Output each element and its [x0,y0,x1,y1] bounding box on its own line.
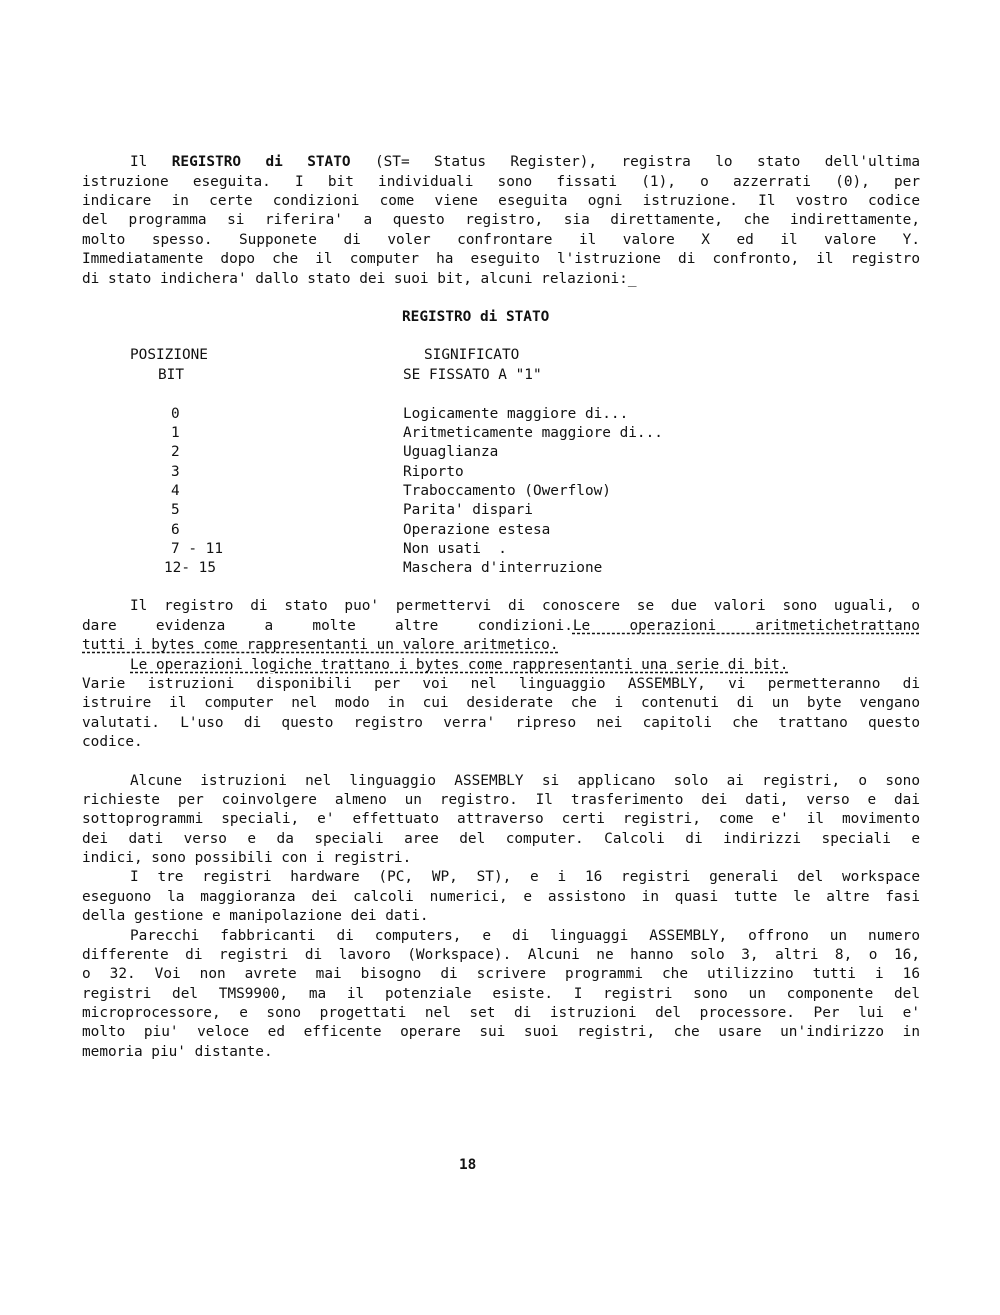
row-bit: 12- 15 [164,560,216,576]
para2-line-4 [130,656,920,675]
para5-line-5: microprocessore, e sono progettati nel set di istruzioni del processore. Per lui e' [82,1005,920,1021]
row-meaning: Traboccamento (Owerflow) [403,483,611,499]
para2-line-8: codice. [82,734,143,750]
row-bit: 7 - 11 [171,541,223,557]
col1-header-line1: POSIZIONE [130,347,208,363]
row-meaning: Riporto [403,464,464,480]
table-title: REGISTRO di STATO [402,309,550,325]
row-meaning: Uguaglianza [403,444,499,460]
para3-line-3: sottoprogrammi speciali, e' effettuato attraverso certi registri, come e' il movimento [82,811,920,827]
para5-line-4: registri del TMS9900, ma il potenziale esiste. I registri sono un componente del [82,986,920,1002]
para5-line-1: Parecchi fabbricanti di computers, e di linguaggi ASSEMBLY, offrono un numero [130,928,920,944]
row-bit: 3 [171,464,180,480]
row-bit: 0 [171,406,180,422]
row-meaning: Non usati . [403,541,507,557]
para2-line-6: istruire il computer nel modo in cui desiderate che i contenuti di un byte vengano [82,695,920,711]
row-bit: 4 [171,483,180,499]
para2-line-7: valutati. L'uso di questo registro verra' ripreso nei capitoli che trattano questo [82,715,920,731]
para3-line-2: richieste per coinvolgere almeno un registro. Il trasferimento dei dati, verso e dai [82,792,920,808]
bold-term: REGISTRO di STATO [171,154,351,170]
row-bit: 5 [171,502,180,518]
para2-line-3 [82,636,920,655]
para4-line-2: eseguono la maggioranza dei calcoli numerici, e assistono in quasi tutte le altre fasi [82,889,920,905]
para1-line-1: Il REGISTRO di STATO (ST= Status Register), registra lo stato dell'ultima [130,154,920,170]
para5-line-2: differente di registri di lavoro (Workspace). Alcuni ne hanno solo 3, altri 8, o 16, [82,947,920,963]
row-meaning: Aritmeticamente maggiore di... [403,425,663,441]
para1-line-3: indicare in certe condizioni come viene eseguita ogni istruzione. Il vostro codice [82,193,920,209]
para3-line-4: dei dati verso e da speciali aree del computer. Calcoli di indirizzi speciali e [82,831,920,847]
para3-line-1: Alcune istruzioni nel linguaggio ASSEMBLY si applicano solo ai registri, o sono [130,773,920,789]
para5-line-7: memoria piu' distante. [82,1044,273,1060]
row-bit: 6 [171,522,180,538]
col2-header-line1: SIGNIFICATO [424,347,520,363]
underlined-text: Le operazioni aritmetichetrattano [572,618,920,634]
row-bit: 2 [171,444,180,460]
para5-line-6: molto piu' veloce ed efficente operare sui suoi registri, che usare un'indirizzo in [82,1024,920,1040]
row-meaning: Parita' dispari [403,502,533,518]
underlined-text: Le operazioni logiche trattano i bytes come rappresentanti una serie di bit. [130,657,789,673]
col2-header-line2: SE FISSATO A "1" [403,367,542,383]
para1-line-2: istruzione eseguita. I bit individuali sono fissati (1), o azzerrati (0), per [82,174,920,190]
para2-line-2-text: dare evidenza a molte altre condizioni. [82,618,573,634]
page-number: 18 [459,1157,477,1173]
row-bit: 1 [171,425,180,441]
para2-line-5: Varie istruzioni disponibili per voi nel linguaggio ASSEMBLY, vi permetteranno di [82,676,920,692]
para1-line-5: molto spesso. Supponete di voler confrontare il valore X ed il valore Y. [82,232,920,248]
para1-line-7: di stato indichera' dallo stato dei suoi bit, alcuni relazioni:_ [82,271,637,287]
para4-line-3: della gestione e manipolazione dei dati. [82,908,429,924]
para1-line-4: del programma si riferira' a questo registro, sia direttamente, che indirettamente, [82,212,920,228]
underlined-text: tutti i bytes come rappresentanti un valore aritmetico. [82,637,559,653]
para1-line-6: Immediatamente dopo che il computer ha eseguito l'istruzione di confronto, il registro [82,251,920,267]
row-meaning: Operazione estesa [403,522,551,538]
col1-header-line2: BIT [158,367,184,383]
para5-line-3: o 32. Voi non avrete mai bisogno di scrivere programmi che utilizzino tutti i 16 [82,966,920,982]
para2-line-1: Il registro di stato puo' permettervi di conoscere se due valori sono uguali, o [130,598,920,614]
para2-line-2 [82,617,920,636]
para4-line-1: I tre registri hardware (PC, WP, ST), e i 16 registri generali del workspace [130,869,920,885]
row-meaning: Logicamente maggiore di... [403,406,629,422]
para3-line-5: indici, sono possibili con i registri. [82,850,412,866]
row-meaning: Maschera d'interruzione [403,560,603,576]
